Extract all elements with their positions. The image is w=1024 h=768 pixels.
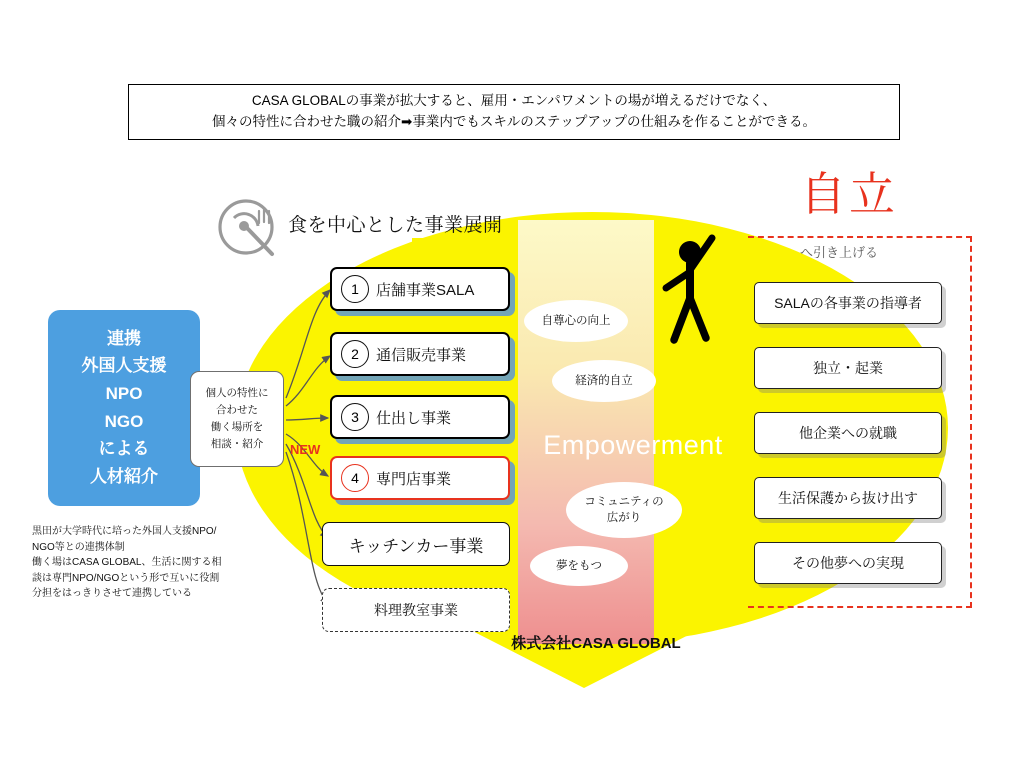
business-label-5: キッチンカー事業: [348, 536, 484, 556]
business-label-6: 料理教室事業: [374, 602, 458, 618]
outcome-item-3[interactable]: [754, 412, 942, 454]
outcome-item-2[interactable]: [754, 347, 942, 389]
partnership-line-5: による: [98, 439, 150, 459]
note-line-1: 黒田が大学時代に培った外国人支援NPO/: [32, 526, 217, 537]
partnership-panel: [48, 310, 200, 506]
outcome-item-4[interactable]: [754, 477, 942, 519]
bubble-community-label-2: 広がり: [606, 512, 642, 524]
business-item-4[interactable]: [330, 456, 510, 500]
outcome-label-1: SALAの各事業の指導者: [774, 295, 922, 311]
business-label-2: 通信販売事業: [376, 346, 467, 364]
business-label-3: 仕出し事業: [376, 409, 452, 427]
business-label-1: 店舗事業SALA: [376, 281, 475, 299]
independence-title: 自立: [800, 168, 898, 220]
empowerment-label: Empowerment: [543, 430, 723, 460]
outcome-item-1[interactable]: [754, 282, 942, 324]
partnership-line-3: NPO: [105, 383, 143, 403]
outcome-label-5: その他夢への実現: [792, 555, 904, 571]
business-item-2[interactable]: [330, 332, 510, 376]
partnership-line-4: NGO: [104, 411, 144, 431]
outcome-label-2: 独立・起業: [813, 360, 883, 376]
matching-line-2: 合わせた: [216, 404, 258, 417]
bubble-dream: [530, 546, 628, 586]
matching-box: [190, 371, 284, 467]
top-caption-box: [128, 84, 900, 140]
outcome-label-4: 生活保護から抜け出す: [778, 490, 918, 506]
business-label-4: 専門店事業: [376, 470, 452, 488]
partnership-line-1: 連携: [107, 328, 141, 348]
business-item-6[interactable]: [322, 588, 510, 632]
bubble-economic-independence: [552, 360, 656, 402]
business-number-4: 4: [341, 464, 369, 492]
new-badge: NEW: [290, 442, 321, 457]
business-item-1[interactable]: [330, 267, 510, 311]
business-number-2: 2: [341, 340, 369, 368]
section-title: 食を中心とした事業展開: [288, 215, 503, 236]
caption-line-1: CASA GLOBALの事業が拡大すると、雇用・エンパワメントの場が増えるだけでなく、: [251, 93, 777, 109]
business-number-3: 3: [341, 403, 369, 431]
company-name-label: 株式会社CASA GLOBAL: [511, 635, 681, 652]
outcome-item-5[interactable]: [754, 542, 942, 584]
partnership-line-2: 外国人支援: [81, 356, 167, 376]
caption-line-2: 個々の特性に合わせた職の紹介➡事業内でもスキルのステップアップの仕組みを作ることができる。: [212, 114, 816, 129]
note-line-5: 分担をはっきりさせて連携している: [32, 588, 192, 599]
matching-line-1: 個人の特性に: [205, 387, 269, 400]
partnership-line-6: 人材紹介: [90, 466, 158, 486]
note-line-4: 談は専門NPO/NGOという形で互いに役割: [32, 572, 220, 584]
note-line-2: NGO等との連携体制: [32, 541, 125, 553]
outcome-label-3: 他企業への就職: [799, 425, 897, 441]
bubble-self-esteem: [524, 300, 628, 342]
bubble-dream-label: 夢をもつ: [556, 559, 602, 572]
business-item-5[interactable]: [322, 522, 510, 566]
bubble-economic-independence-label: 経済的自立: [575, 374, 633, 387]
partnership-note: [32, 524, 242, 602]
matching-line-4: 相談・紹介: [210, 437, 264, 450]
plate-fork-icon: [216, 196, 282, 258]
business-item-3[interactable]: [330, 395, 510, 439]
independence-subtitle: へ引き上げる: [800, 245, 879, 260]
matching-line-3: 働く場所を: [210, 421, 264, 433]
bubble-self-esteem-label: 自尊心の向上: [541, 314, 611, 327]
person-celebrating-icon: [654, 228, 734, 348]
bubble-community-label-1: コミュニティの: [584, 495, 664, 508]
note-line-3: 働く場はCASA GLOBAL、生活に関する相: [32, 557, 222, 568]
business-number-1: 1: [341, 275, 369, 303]
bubble-community: [566, 482, 682, 538]
